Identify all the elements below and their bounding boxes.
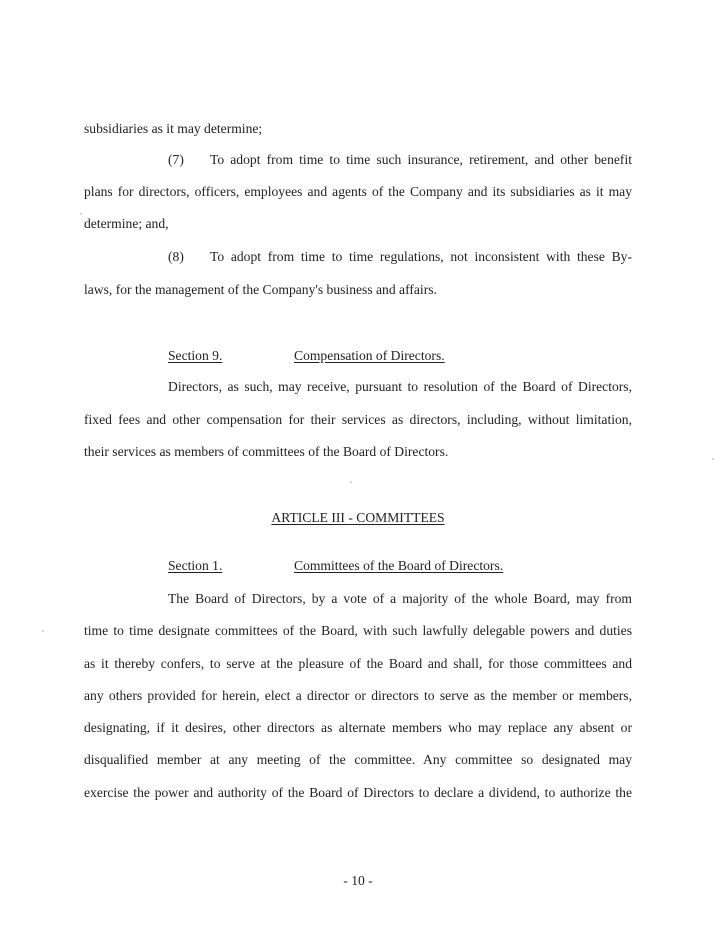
section-1-line-6: disqualified member at any meeting of the committee. Any committee so designated may: [84, 752, 632, 767]
item-8-line-2: laws, for the management of the Company's business and affairs.: [84, 282, 437, 297]
section-1-title: Committees of the Board of Directors.: [294, 558, 504, 573]
item-7-line-3: determine; and,: [84, 216, 169, 231]
section-1-line-1: The Board of Directors, by a vote of a majority of the whole Board, may from: [168, 591, 632, 606]
section-9-title: Compensation of Directors.: [294, 348, 445, 363]
item-8-line-1: [168, 248, 632, 266]
article-heading-text: ARTICLE III - COMMITTEES: [271, 510, 445, 525]
section-1-line-7: exercise the power and authority of the Board of Directors to declare a dividend, to authorize the: [84, 785, 632, 800]
section-9-line-2: fixed fees and other compensation for their services as directors, including, without limitation,: [84, 412, 632, 427]
page-number: - 10 -: [343, 873, 373, 888]
continuation-text: subsidiaries as it may determine;: [84, 121, 263, 136]
scan-speck: [712, 458, 714, 460]
item-7-line-1: [168, 151, 632, 169]
scan-speck: [42, 630, 44, 632]
item-7-number: (7): [168, 152, 184, 167]
article-heading: [84, 509, 632, 527]
item-7-line-2: plans for directors, officers, employees and agents of the Company and its subsidiaries as it may: [84, 184, 632, 199]
section-9-label: Section 9.: [168, 348, 223, 363]
scan-speck: [80, 213, 82, 215]
section-1-line-5: designating, if it desires, other directors as alternate members who may replace any absent or: [84, 720, 632, 735]
scan-speck: [350, 481, 352, 483]
item-8-number: (8): [168, 249, 184, 264]
section-1-line-2: time to time designate committees of the Board, with such lawfully delegable powers and duties: [84, 623, 632, 638]
section-9-line-1: Directors, as such, may receive, pursuant to resolution of the Board of Directors,: [168, 379, 632, 394]
item-7-text: To adopt from time to time such insurance, retirement, and other benefit: [210, 152, 632, 167]
section-1-line-4: any others provided for herein, elect a director or directors to serve as the member or members,: [84, 688, 632, 703]
section-1-line-3: as it thereby confers, to serve at the pleasure of the Board and shall, for those committees and: [84, 656, 632, 671]
item-8-text: To adopt from time to time regulations, not inconsistent with these By-: [210, 249, 632, 264]
section-9-line-3: their services as members of committees of the Board of Directors.: [84, 444, 449, 459]
section-1-label: Section 1.: [168, 558, 223, 573]
